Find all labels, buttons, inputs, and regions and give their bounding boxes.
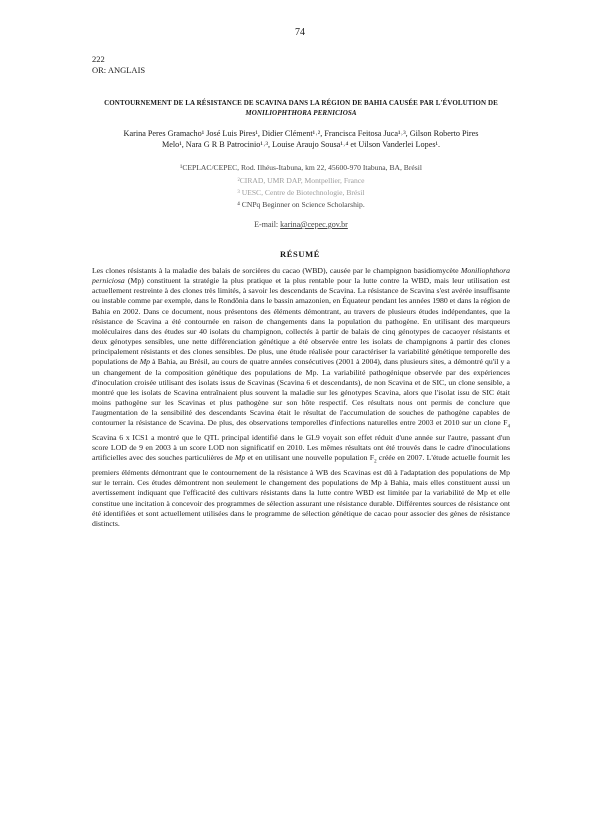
authors-line-2: Melo¹, Nara G R B Patrocinio¹˒³, Louise Araujo Sousa¹˒⁴ et Uilson Vanderlei Lopes¹. <box>161 140 441 149</box>
abstract-species-3: Mp <box>234 453 246 463</box>
affiliation-4: ⁴ CNPq Beginner on Science Scholarship. <box>237 200 365 209</box>
title-main: CONTOURNEMENT DE LA RÉSISTANCE DE SCAVINA DANS LA RÉGION DE BAHIA CAUSÉE PAR L'ÉVOLUTION DE <box>104 99 498 107</box>
title-species: MONILIOPHTHORA PERNICIOSA <box>245 109 357 117</box>
abstract-paragraph <box>92 266 510 529</box>
author-list <box>100 128 502 150</box>
abstract-text-2: (Mp) constituent la stratégie la plus pratique et la plus rentable pour la lutte contre la WBD, mais leur utilisation est actuellement restreinte à des clones très limités, à savoir les descendants de Scavina. La résistance de Scavina s'est avérée insuffisante ou instable comme par exemple, dans le Rondônia dans le bassin amazonien, en Équateur pendant les années 1980 et dans la région de Bahia en 2002. Dans ce document, nous présentons des éléments démontrant, au travers de plusieurs études indépendantes, que la résistance de Scavina a été contournée en raison de changements dans la population du pathogène. En utilisant des marqueurs moléculaires dans des études sur 40 isolats du champignon, collectés à partir de balais de cinq génotypes de cacaoyer résistants et deux génotypes sensibles, une nette différenciation génétique a été observée entre les isolats de champignons à partir des clones principalement résistants et des clones sensibles. De plus, une étude réalisée pour caractériser la variabilité génétique temporelle des populations de <box>92 276 510 367</box>
abstract-text-5: et en utilisant une nouvelle population F <box>245 453 375 463</box>
page-number: 74 <box>295 27 305 38</box>
abstract-text-6: créée en 2007. L'étude actuelle fournit les premiers éléments démontrant que le contournement de la résistance à WB des Scavinas est dû à l'adaptation des populations de Mp sur le terrain. Ces études démontrent non seulement le changement des populations de Mp à Bahia, mais elles constituent aussi un avertissement indiquant que l'efficacité des cultivars résistants dans la lutte contre WBD est limitée par la variabilité de Mp et elle constitue une incitation à concevoir des programmes de sélection assurant une résistance durable. Différentes sources de résistance ont été identifiées et sont actuellement utilisées dans le programme de sélection génétique de cacao pour associer des gènes de résistance distincts. <box>92 453 510 528</box>
email-label: E-mail: <box>254 220 279 229</box>
abstract-text-1: Les clones résistants à la maladie des balais de sorcières du cacao (WBD), causée par le champignon basidiomycète <box>92 266 461 275</box>
abstract-text-3: à Bahia, au Brésil, au cours de quatre années consécutives (2001 à 2004), dans plusieurs sites, a démontré qu'il y a un changement de la composition génétique des populations de Mp. La variabilité pathogénique observée par des expériences d'inoculation croisée utilisant des isolats issus de Scavinas (Scavina 6 et descendants), de non Scavina et de SIC, un clone sensible, a montré que les isolats de Scavina entraînaient plus souvent la maladie sur les génotypes Scavina, alors que l'isolat issu de SIC était moins pathogène sur les Scavinas et plus pathogène sur son hôte respectif. Ces résultats nous ont permis de conclure que l'augmentation de la sensibilité des descendants Scavina était le résultat de l'accumulation de souches de pathogène capables de contourner la résistance de Scavina. De plus, des observations temporelles d'infections naturelles entre 2003 et 2010 sur un clone F <box>92 357 510 428</box>
abstract-species-2: Mp <box>139 357 151 367</box>
paper-title <box>92 98 510 118</box>
affiliation-2: ²CIRAD, UMR DAP, Montpellier, France <box>237 176 365 185</box>
contact-email <box>92 220 510 229</box>
abstract-subscript-f4: 4 <box>507 424 510 430</box>
paper-code: 222 <box>92 54 105 64</box>
authors-line-1: Karina Peres Gramacho¹ José Luis Pires¹, Didier Clément¹˒², Francisca Feitosa Juca¹˒³, Gilson Roberto Pires <box>123 129 479 138</box>
abstract-body <box>92 266 510 529</box>
email-address-link[interactable]: karina@cepec.gov.br <box>280 220 348 229</box>
affiliation-3: ³ UESC, Centre de Biotechnologie, Brésil <box>237 188 365 197</box>
affiliation-1: ¹CEPLAC/CEPEC, Rod. Ilhéus-Itabuna, km 22, 45600-970 Itabuna, BA, Brésil <box>180 163 422 172</box>
resume-heading: RÉSUMÉ <box>280 249 320 259</box>
abstract-species-1: Moniliophthora perniciosa <box>92 266 510 286</box>
paper-meta <box>92 54 145 76</box>
abstract-text-4: Scavina 6 x ICS1 a montré que le QTL principal identifié dans le GL9 voyait son effet réduit d'une année sur l'autre, passant d'un score LOD de 9 en 2003 à un score LOD non significatif en 2010. Les mêmes résultats ont été trouvés dans le cadre d'inoculations artificielles avec des souches particulières de <box>92 433 510 463</box>
paper-language: OR: ANGLAIS <box>92 65 146 75</box>
abstract-subscript-f2: 2 <box>374 459 377 465</box>
